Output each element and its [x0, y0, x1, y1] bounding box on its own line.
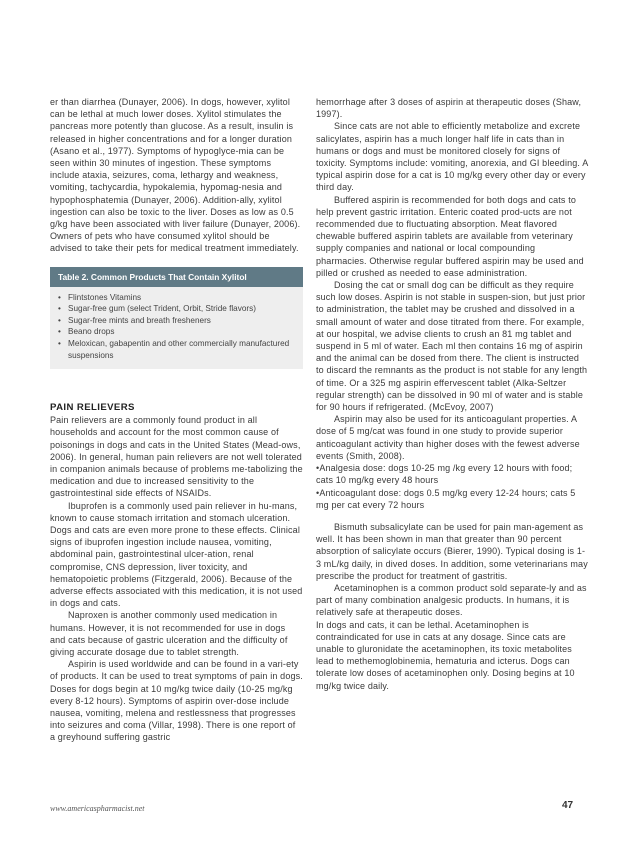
- list-item: • Sugar-free gum (select Trident, Orbit, Stride flavors): [58, 304, 256, 314]
- right-column: [316, 96, 588, 692]
- section-heading-pain-relievers: PAIN RELIEVERS: [50, 402, 135, 414]
- right-paragraph-1: hemorrhage after 3 doses of aspirin at therapeutic doses (Shaw, 1997).: [316, 97, 582, 120]
- bullet-icon: •: [58, 315, 61, 325]
- right-paragraph-8: In dogs and cats, it can be lethal. Acetaminophen is contraindicated for use in cats at any dosage. Since cats are unable to gluronidate the acetaminophen, its toxic metabolites lead to methemoglobinemia, hematuria and icterus. Dogs can tolerate low doses of acetaminophen only. Dosing begins at 10 mg/kg twice daily.: [316, 619, 575, 691]
- bullet-icon: •: [58, 339, 61, 349]
- bullet-icon: •: [58, 327, 61, 337]
- footer-url: www.americaspharmacist.net: [50, 804, 145, 813]
- list-item: • Sugar-free mints and breath fresheners: [58, 315, 211, 325]
- xylitol-products-table: [50, 267, 303, 370]
- list-item: • Flintstones Vitamins: [58, 292, 142, 302]
- right-paragraph-6: Bismuth subsalicylate can be used for pain man-agement as well. It has been shown in man that greater than 90 percent absorption of salicylate occurs (Bierer, 1990). Typical dosing is 1-3 mL/kg daily, in dived doses. In addition, some veterinarians may prescribe the product for treatment of gastritis.: [316, 521, 588, 581]
- bullet-icon: •: [316, 463, 320, 474]
- table-title: Table 2. Common Products That Contain Xylitol: [50, 267, 303, 287]
- spacer: [316, 511, 588, 521]
- bullet-icon: •: [58, 304, 61, 314]
- left-paragraph-2: Pain relievers are a commonly found product in all households and account for the most common cause of poisonings in dogs and cats in the United States (Mead-ows, 2006). In general, human pain relievers are not well tolerated in companion animals because of problems me-tabolizing the medication and due to increased sensitivity to the gastrointestinal side effects of NSAIDs.: [50, 415, 303, 499]
- left-paragraph-5: Aspirin is used worldwide and can be found in a vari-ety of products. It can be used to treat symptoms of pain in dogs. Doses for dogs begin at 10 mg/kg twice daily (10-25 mg/kg every 8-12 hours). Symptoms of aspirin over-dose include nausea, vomiting, melena and restlessness that progresses into seizures and coma (Villar, 1998). There is one report of a greyhound suffering gastric: [50, 659, 303, 743]
- right-paragraph-2: Since cats are not able to efficiently metabolize and excrete salicylates, aspirin has a much longer half life in cats than in humans or dogs and must be monitored closely for signs of toxicity. Symptoms include: vomiting, anorexia, and GI bleeding. A typical aspirin dose for a cat is 10 mg/kg every other day or every third day.: [316, 121, 588, 193]
- dose-bullet: •Anticoagulant dose: dogs 0.5 mg/kg every 12-24 hours; cats 5 mg per cat every 72 hours: [316, 487, 576, 510]
- left-column: [50, 96, 303, 744]
- list-item: • Beano drops: [58, 327, 115, 337]
- dose-bullet: •Analgesia dose: dogs 10-25 mg /kg every 12 hours with food; cats 10 mg/kg every 48 hours: [316, 463, 573, 486]
- left-paragraph-3: Ibuprofen is a commonly used pain reliever in hu-mans, known to cause stomach irritation and stomach ulceration. Dogs and cats are even more prone to these effects. Clinical signs of ibuprofen ingestion include nausea, vomiting, abdominal pain, gastrointestinal ulcer-ation, renal compromise, CNS depression, liver toxicity, and hematopoietic problems (Fitzgerald, 2006). Because of the adverse effects associated with this medication, it is not used in dogs and cats.: [50, 500, 303, 609]
- table-list: [50, 287, 303, 370]
- bullet-icon: •: [316, 487, 320, 498]
- right-paragraph-3: Buffered aspirin is recommended for both dogs and cats to help prevent gastric irritation. Enteric coated prod-ucts are not recommended due to fluctuating absorption. Meat flavored chewable buffered aspirin tablets are available from veterinary supply companies and national or local compounding pharmacies. Otherwise regular buffered aspirin may be used and pilled or crushed as needed to ease administration.: [316, 194, 584, 278]
- left-paragraph-4: Naproxen is another commonly used medication in humans. However, it is not recommended for use in dogs and cats because of gastric ulceration and the difficulty of giving accurate dosage due to tablet strength.: [50, 610, 288, 658]
- bullet-icon: •: [58, 292, 61, 302]
- left-paragraph-1: er than diarrhea (Dunayer, 2006). In dogs, however, xylitol can be lethal at much lower doses. Xylitol stimulates the pancreas more potently than glucose. As a result, insulin is released in higher concentrations and for a longer duration (Asano et al., 1977). Symptoms of hypoglyce-mia can be seen within 30 minutes of ingestion. These symptoms include ataxia, seizures, coma, lethargy and weakness, vomiting, tachycardia, hypokalemia, hypomag-nesia and hypophosphatemia (Dunayer, 2006). Addition-ally, xylitol ingestion can also be toxic to the liver. Doses as low as 0.5 g/kg have been associated with liver failure (Dunayer, 2006). Owners of pets who have consumed xylitol should be advised to take their pets for medical treatment immediately.: [50, 97, 301, 254]
- right-paragraph-7: Acetaminophen is a common product sold separate-ly and as part of many combination analgesic products. In humans, it is relatively safe at therapeutic doses.: [316, 582, 587, 618]
- right-paragraph-5: Aspirin may also be used for its anticoagulant properties. A dose of 5 mg/cat was found in one study to provide superior anticoagulant activity than higher doses with the fewest adverse events (Smith, 2008).: [316, 414, 580, 461]
- page-number: 47: [562, 800, 574, 811]
- right-paragraph-4: Dosing the cat or small dog can be difficult as they require such low doses. Aspirin is not stable in suspen-sion, but just prior to administration, the tablet may be crushed and dissolved in a small amount of water and dose titrated from there. For example, at our hospital, we advise clients to crush an 81 mg tablet and suspend in 5 ml of water. Each ml then contains 16 mg of aspirin and the animal can be dosed from there. The client is instructed to discard the remnants as the product is not stable for any length of time. Or a 325 mg aspirin effervescent tablet (Alka-Seltzer regular strength) can be dissolved in 90 ml of water and is stable for 90 hours if refrigerated. (McEvoy, 2007): [316, 280, 588, 413]
- list-item: • Meloxican, gabapentin and other commercially manufactured suspensions: [58, 339, 290, 360]
